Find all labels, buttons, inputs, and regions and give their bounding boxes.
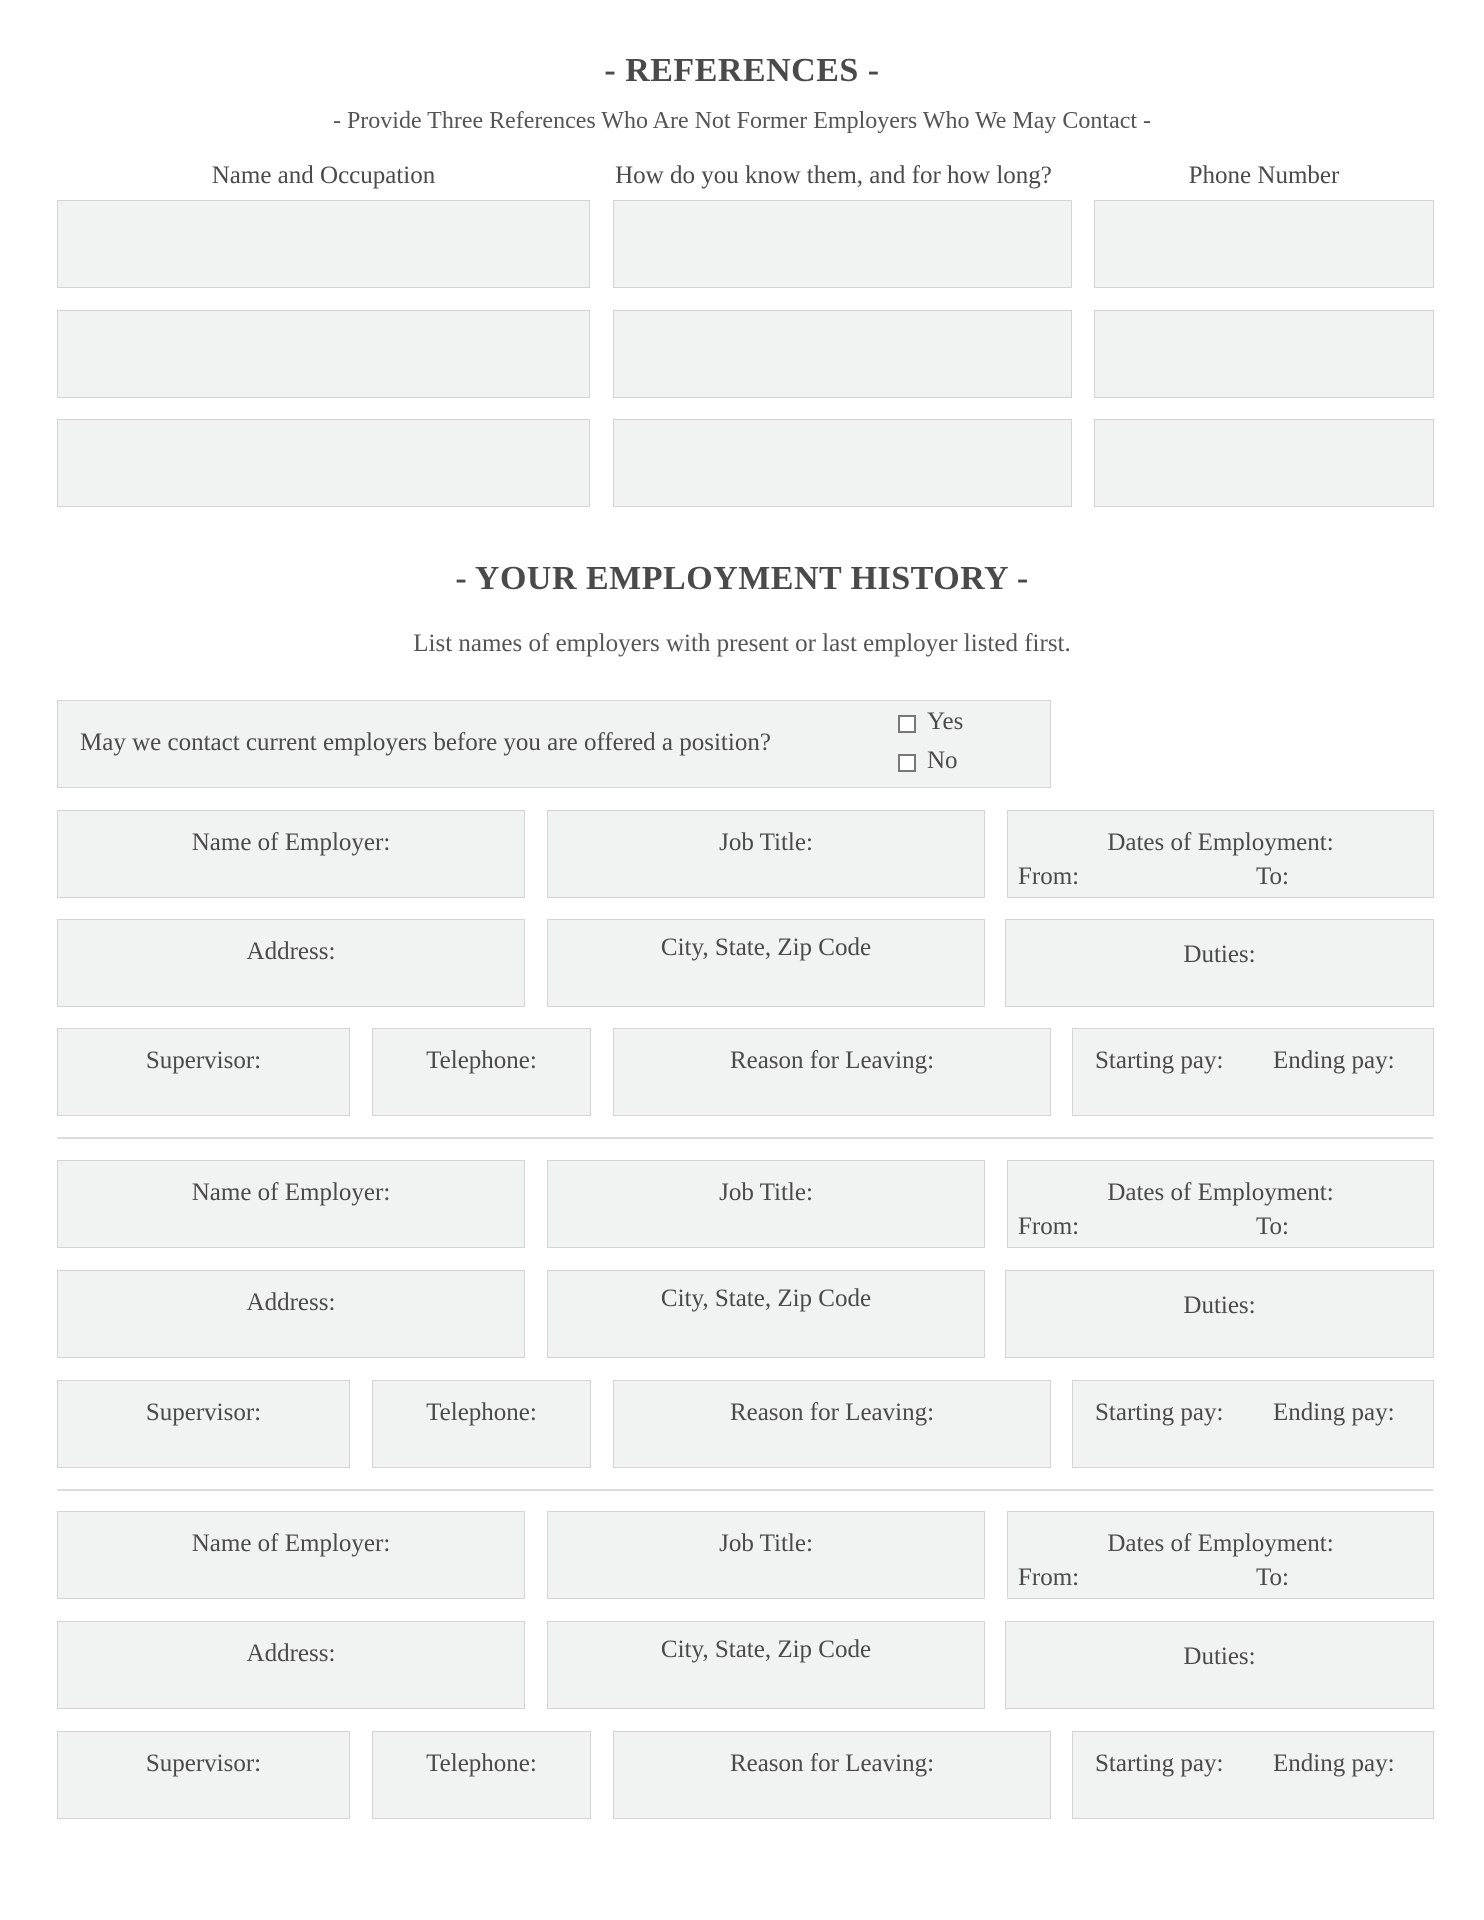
duties-label: Duties: [1183,941,1256,968]
employer-1-address-field[interactable] [57,919,525,1007]
to-label: To: [1256,863,1289,890]
reason-label: Reason for Leaving: [729,1399,935,1426]
from-label: From: [1018,1213,1080,1240]
employer-2-job-title-field[interactable] [547,1160,985,1248]
address-label: Address: [246,1289,336,1316]
employer-1-supervisor-field[interactable] [57,1028,350,1116]
duties-label: Duties: [1183,1643,1256,1670]
reference-3-phone-field[interactable] [1094,419,1434,507]
contact-yes-checkbox[interactable] [898,715,916,733]
reference-3-name-field[interactable] [57,419,590,507]
employer-3-telephone-field[interactable] [372,1731,591,1819]
ending-pay-label: Ending pay: [1273,1399,1395,1426]
ref-col-phone: Phone Number [1188,162,1340,189]
references-subtitle: - Provide Three References Who Are Not Former Employers Who We May Contact - [332,108,1152,134]
employer-3-dates-field[interactable] [1007,1511,1434,1599]
address-label: Address: [246,938,336,965]
employer-3-supervisor-field[interactable] [57,1731,350,1819]
employer-name-label: Name of Employer: [191,1530,391,1557]
city-label: City, State, Zip Code [660,1636,872,1663]
ending-pay-label: Ending pay: [1273,1750,1395,1777]
employer-2-reason-field[interactable] [613,1380,1051,1468]
employer-divider [57,1137,1433,1139]
ref-col-relationship: How do you know them, and for how long? [615,162,1052,189]
employer-2-city-field[interactable] [547,1270,985,1358]
employer-3-pay-field[interactable] [1072,1731,1434,1819]
employer-divider [57,1489,1433,1491]
supervisor-label: Supervisor: [145,1047,262,1074]
employer-2-duties-field[interactable] [1005,1270,1434,1358]
to-label: To: [1256,1564,1289,1591]
reference-2-relationship-field[interactable] [613,310,1072,398]
employer-2-address-field[interactable] [57,1270,525,1358]
job-title-label: Job Title: [719,829,813,856]
reference-2-name-field[interactable] [57,310,590,398]
starting-pay-label: Starting pay: [1095,1399,1224,1426]
supervisor-label: Supervisor: [145,1750,262,1777]
employer-3-address-field[interactable] [57,1621,525,1709]
employer-3-city-field[interactable] [547,1621,985,1709]
from-label: From: [1018,1564,1080,1591]
employer-1-dates-field[interactable] [1007,810,1434,898]
employer-1-reason-field[interactable] [613,1028,1051,1116]
reason-label: Reason for Leaving: [729,1750,935,1777]
references-title: - REFERENCES - [604,52,880,89]
employer-1-name-field[interactable] [57,810,525,898]
employment-title: - YOUR EMPLOYMENT HISTORY - [455,560,1029,597]
employer-3-job-title-field[interactable] [547,1511,985,1599]
employment-subtitle: List names of employers with present or last employer listed first. [413,630,1071,657]
dates-label: Dates of Employment: [1107,829,1334,856]
starting-pay-label: Starting pay: [1095,1750,1224,1777]
ref-col-name: Name and Occupation [211,162,436,189]
employer-2-pay-field[interactable] [1072,1380,1434,1468]
employer-3-reason-field[interactable] [613,1731,1051,1819]
job-title-label: Job Title: [719,1530,813,1557]
employer-2-supervisor-field[interactable] [57,1380,350,1468]
reason-label: Reason for Leaving: [729,1047,935,1074]
city-label: City, State, Zip Code [660,1285,872,1312]
reference-3-relationship-field[interactable] [613,419,1072,507]
starting-pay-label: Starting pay: [1095,1047,1224,1074]
employer-1-duties-field[interactable] [1005,919,1434,1007]
contact-no-label: No [927,747,958,774]
employer-1-city-field[interactable] [547,919,985,1007]
address-label: Address: [246,1640,336,1667]
dates-label: Dates of Employment: [1107,1530,1334,1557]
supervisor-label: Supervisor: [145,1399,262,1426]
employer-2-name-field[interactable] [57,1160,525,1248]
duties-label: Duties: [1183,1292,1256,1319]
contact-yes-label: Yes [927,708,964,735]
reference-1-phone-field[interactable] [1094,200,1434,288]
employer-1-telephone-field[interactable] [372,1028,591,1116]
employer-3-duties-field[interactable] [1005,1621,1434,1709]
from-label: From: [1018,863,1080,890]
reference-2-phone-field[interactable] [1094,310,1434,398]
employer-3-name-field[interactable] [57,1511,525,1599]
telephone-label: Telephone: [426,1047,537,1074]
to-label: To: [1256,1213,1289,1240]
reference-1-relationship-field[interactable] [613,200,1072,288]
employer-1-pay-field[interactable] [1072,1028,1434,1116]
reference-1-name-field[interactable] [57,200,590,288]
employer-name-label: Name of Employer: [191,1179,391,1206]
city-label: City, State, Zip Code [660,934,872,961]
job-title-label: Job Title: [719,1179,813,1206]
employer-name-label: Name of Employer: [191,829,391,856]
contact-no-checkbox[interactable] [898,754,916,772]
contact-employer-question-box [57,700,1051,788]
employer-2-dates-field[interactable] [1007,1160,1434,1248]
employer-2-telephone-field[interactable] [372,1380,591,1468]
dates-label: Dates of Employment: [1107,1179,1334,1206]
ending-pay-label: Ending pay: [1273,1047,1395,1074]
contact-employer-question: May we contact current employers before you are offered a position? [80,729,771,756]
telephone-label: Telephone: [426,1399,537,1426]
employer-1-job-title-field[interactable] [547,810,985,898]
telephone-label: Telephone: [426,1750,537,1777]
